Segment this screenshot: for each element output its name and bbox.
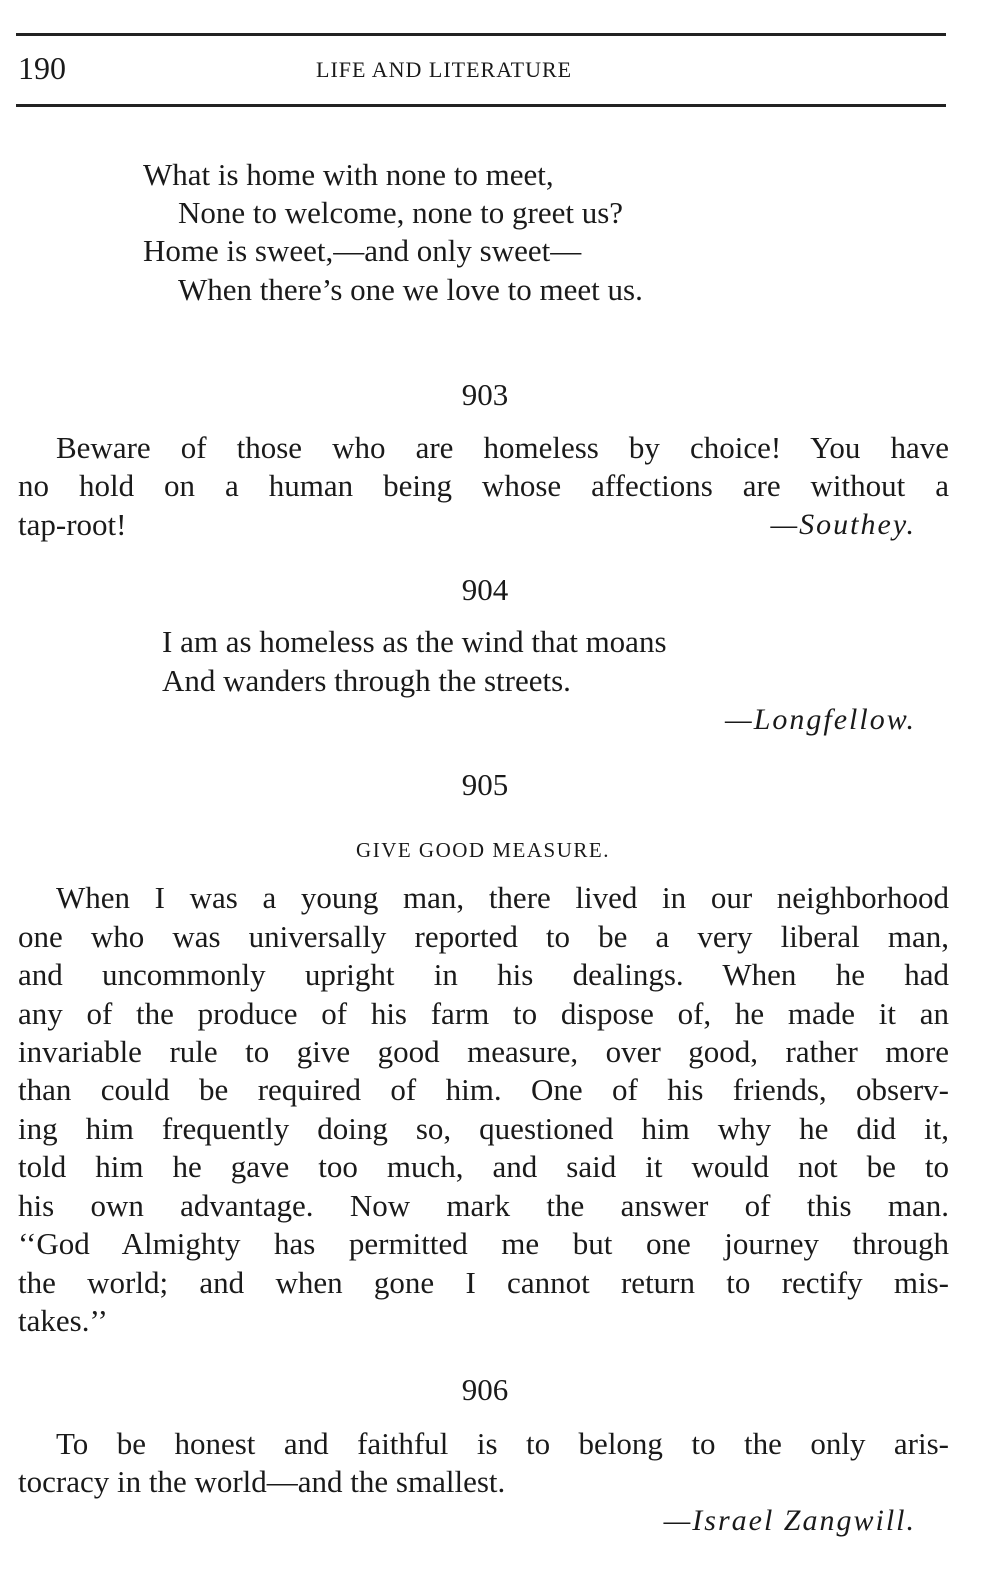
prose-line: one who was universally reported to be a very liberal man,	[18, 919, 949, 954]
running-title: LIFE AND LITERATURE	[316, 57, 573, 82]
entry-number: 904	[461, 572, 509, 607]
prose-line: ‘‘God Almighty has permitted me but one journey through	[18, 1226, 949, 1261]
verse-line: None to welcome, none to greet us?	[178, 195, 624, 230]
entry-heading: GIVE GOOD MEASURE.	[356, 838, 610, 862]
attribution: —Israel Zangwill.	[663, 1504, 916, 1537]
prose-line: takes.’’	[18, 1303, 108, 1338]
entry-number: 903	[461, 377, 509, 412]
verse-line: Home is sweet,—and only sweet—	[143, 233, 582, 268]
prose-line: and uncommonly upright in his dealings. When he had	[18, 957, 949, 992]
prose-line: ing him frequently doing so, questioned him why he did it,	[18, 1111, 949, 1146]
prose-line: To be honest and faithful is to belong to the only aris-	[56, 1426, 949, 1461]
prose-line: any of the produce of his farm to dispose of, he made it an	[18, 996, 949, 1031]
prose-line: tap-root!	[18, 507, 127, 542]
verse-line: What is home with none to meet,	[143, 157, 554, 192]
prose-line: the world; and when gone I cannot return to rectify mis-	[18, 1265, 949, 1300]
verse-line: I am as homeless as the wind that moans	[162, 624, 667, 659]
header-bottom-rule	[16, 104, 946, 107]
prose-line: tocracy in the world—and the smallest.	[18, 1464, 506, 1499]
prose-line: than could be required of him. One of his friends, observ-	[18, 1072, 949, 1107]
attribution: —Longfellow.	[725, 703, 916, 736]
prose-line: Beware of those who are homeless by choice! You have	[56, 430, 949, 465]
entry-number: 906	[461, 1372, 509, 1407]
prose-line: told him he gave too much, and said it would not be to	[18, 1149, 949, 1184]
attribution: —Southey.	[770, 508, 916, 541]
entry-number: 905	[461, 767, 509, 802]
verse-line: And wanders through the streets.	[162, 663, 571, 698]
prose-line: no hold on a human being whose affections are without a	[18, 468, 949, 503]
page-number: 190	[18, 50, 66, 86]
prose-line: When I was a young man, there lived in our neighborhood	[56, 880, 949, 915]
verse-line: When there’s one we love to meet us.	[178, 272, 643, 307]
prose-line: his own advantage. Now mark the answer of this man.	[18, 1188, 949, 1223]
header-top-rule	[16, 33, 946, 36]
prose-line: invariable rule to give good measure, over good, rather more	[18, 1034, 949, 1069]
